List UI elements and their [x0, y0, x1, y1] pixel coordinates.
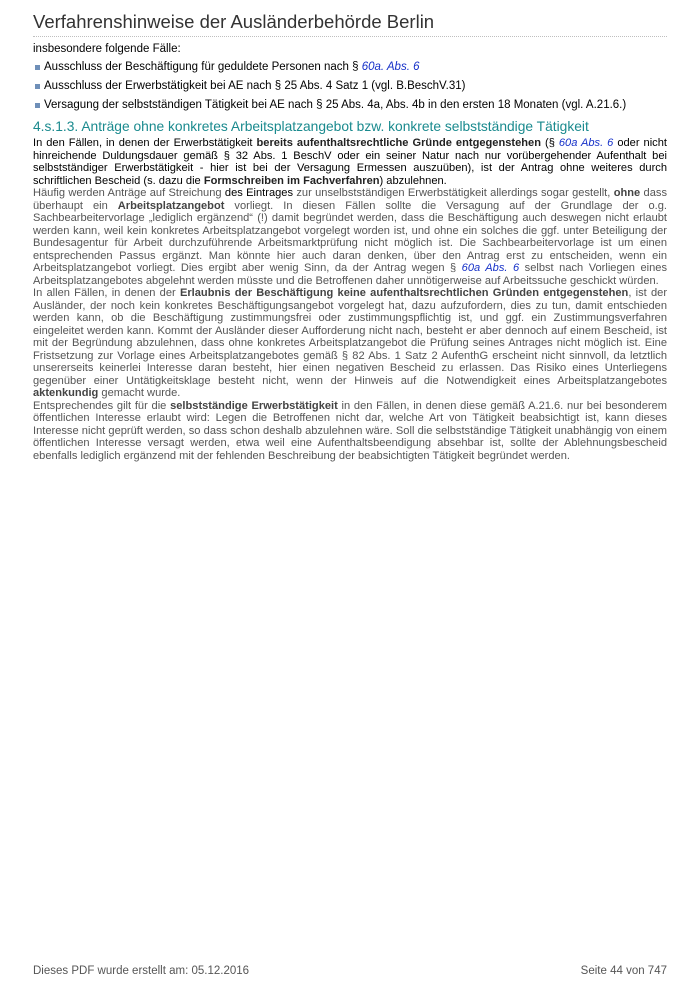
section-heading: 4.s.1.3. Anträge ohne konkretes Arbeitsplatzangebot bzw. konkrete selbstständige Tätigkeit: [33, 119, 589, 134]
bullet-square-icon: [35, 65, 40, 70]
document-body: [33, 43, 667, 462]
law-reference-link[interactable]: 60a. Abs. 6: [361, 61, 420, 73]
footer-page-number: Seite 44 von 747: [580, 965, 667, 977]
list-item: Ausschluss der Beschäftigung für geduldete Personen nach § 60a. Abs. 6: [33, 61, 667, 74]
bullet-square-icon: [35, 103, 40, 108]
paragraph-3: In allen Fällen, in denen der Erlaubnis der Beschäftigung keine aufenthaltsrechtlichen Gründen entgegenstehen, ist der Ausländer, der noch kein konkretes Beschäftigungsangebot vorgelegt hat, dazu aufzufordern, dies zu tun, damit entschieden werden kann, ob die Beschäftigung zustimmungsfrei oder zustimmungspflichtig ist, und ggf. ein Zustimmungsverfahren eingeleitet werden kann. Kommt der Ausländer dieser Aufforderung nicht nach, besteht er aber dennoch auf einem Bescheid, ist mit der Begründung abzulehnen, dass ohne konkretes Arbeitsplatzangebot die Prüfung seines Antrages nicht möglich ist. Eine Fristsetzung zur Vorlage eines Arbeitsplatzangebotes gemäß § 82 Abs. 1 Satz 2 AufenthG erscheint nicht sinnvoll, da letztlich unsererseits keinerlei Interesse daran besteht, hier einen negativen Bescheid zu erlassen. Das Risiko eines Unterliegens gegenüber einer Untätigkeitsklage besteht nicht, wenn der Hinweis auf die Notwendigkeit eines Arbeitsplatzangebotes aktenkundig gemacht wurde.: [33, 287, 668, 399]
list-item: Versagung der selbstständigen Tätigkeit bei AE nach § 25 Abs. 4a, Abs. 4b in den ersten 18 Monaten (vgl. A.21.6.): [33, 99, 667, 112]
paragraph-2: Häufig werden Anträge auf Streichung des Eintrages zur unselbstständigen Erwerbstätigkeit allerdings sogar gestellt, ohne dass überhaupt ein Arbeitsplatzangebot vorliegt. In diesen Fällen sollte die Versagung auf der Grundlage der o.g. Sachbearbeitervorlage „lediglich ergänzend“ (!) damit begründet werden, dass die Beschäftigung auch deswegen nicht erlaubt werden kann, weil kein konkretes Arbeitsplatzangebot vorgelegt worden ist, und ohne ein solches die ggf. unter Beteiligung der Bundesagentur für Arbeit durchzuführende Arbeitsmarktprüfung nicht möglich ist. Die Sachbearbeitervorlage ist um einen entsprechenden Passus ergänzt. Man könnte hier auch daran denken, über den Antrag erst zu entscheiden, wenn ein Arbeitsplatzangebot vorliegt. Dies ergibt aber wenig Sinn, da der Antrag wegen § 60a Abs. 6 selbst nach Vorliegen eines Arbeitsplatzangebotes abgelehnt werden müsste und die Betroffenen daher unnötigerweise auf Arbeitssuche geschickt würden.: [33, 187, 667, 287]
bullet-square-icon: [35, 84, 40, 89]
intro-text: insbesondere folgende Fälle:: [33, 43, 181, 55]
paragraph-4: Entsprechendes gilt für die selbstständige Erwerbstätigkeit in den Fällen, in denen diese gemäß A.21.6. nur bei besonderem öffentlichen Interesse erlaubt wird: Legen die Betroffenen nicht dar, welche Art von Tätigkeit beabsichtigt ist, kann dieses Interesse nicht geprüft werden, so dass schon deshalb abzulehnen wäre. Soll die selbstständige Tätigkeit unabhängig von einem öffentlichen Interesse versagt werden, etwa weil eine Aufenthaltsbeendigung absehbar ist, sollte der Ablehnungsbescheid ebenfalls lediglich ergänzend mit der fehlenden Beschreibung der beabsichtigten Tätigkeit begründet werden.: [33, 399, 667, 462]
page-title: Verfahrenshinweise der Ausländerbehörde Berlin: [33, 11, 667, 37]
bullet-list: [33, 61, 667, 112]
footer-created-date: Dieses PDF wurde erstellt am: 05.12.2016: [33, 965, 250, 977]
law-reference-link[interactable]: 60a Abs. 6: [558, 137, 614, 149]
law-reference-link[interactable]: 60a Abs. 6: [461, 262, 520, 274]
list-item: Ausschluss der Erwerbstätigkeit bei AE nach § 25 Abs. 4 Satz 1 (vgl. B.BeschV.31): [33, 80, 667, 93]
paragraph-1: In den Fällen, in denen der Erwerbstätigkeit bereits aufenthaltsrechtliche Gründe entgegenstehen (§ 60a Abs. 6 oder nicht hinreichende Duldungsdauer gemäß § 32 Abs. 1 BeschV oder ein seiner Natur nach nur vorübergehender Aufenthalt bei selbstständiger Erwerbstätigkeit - hier ist bei der Versagung Ermessen auszuüben), ist der Antrag ohne weiteres durch schriftlichen Bescheid (s. dazu die Formschreiben im Fachverfahren) abzulehnen.: [33, 137, 667, 187]
